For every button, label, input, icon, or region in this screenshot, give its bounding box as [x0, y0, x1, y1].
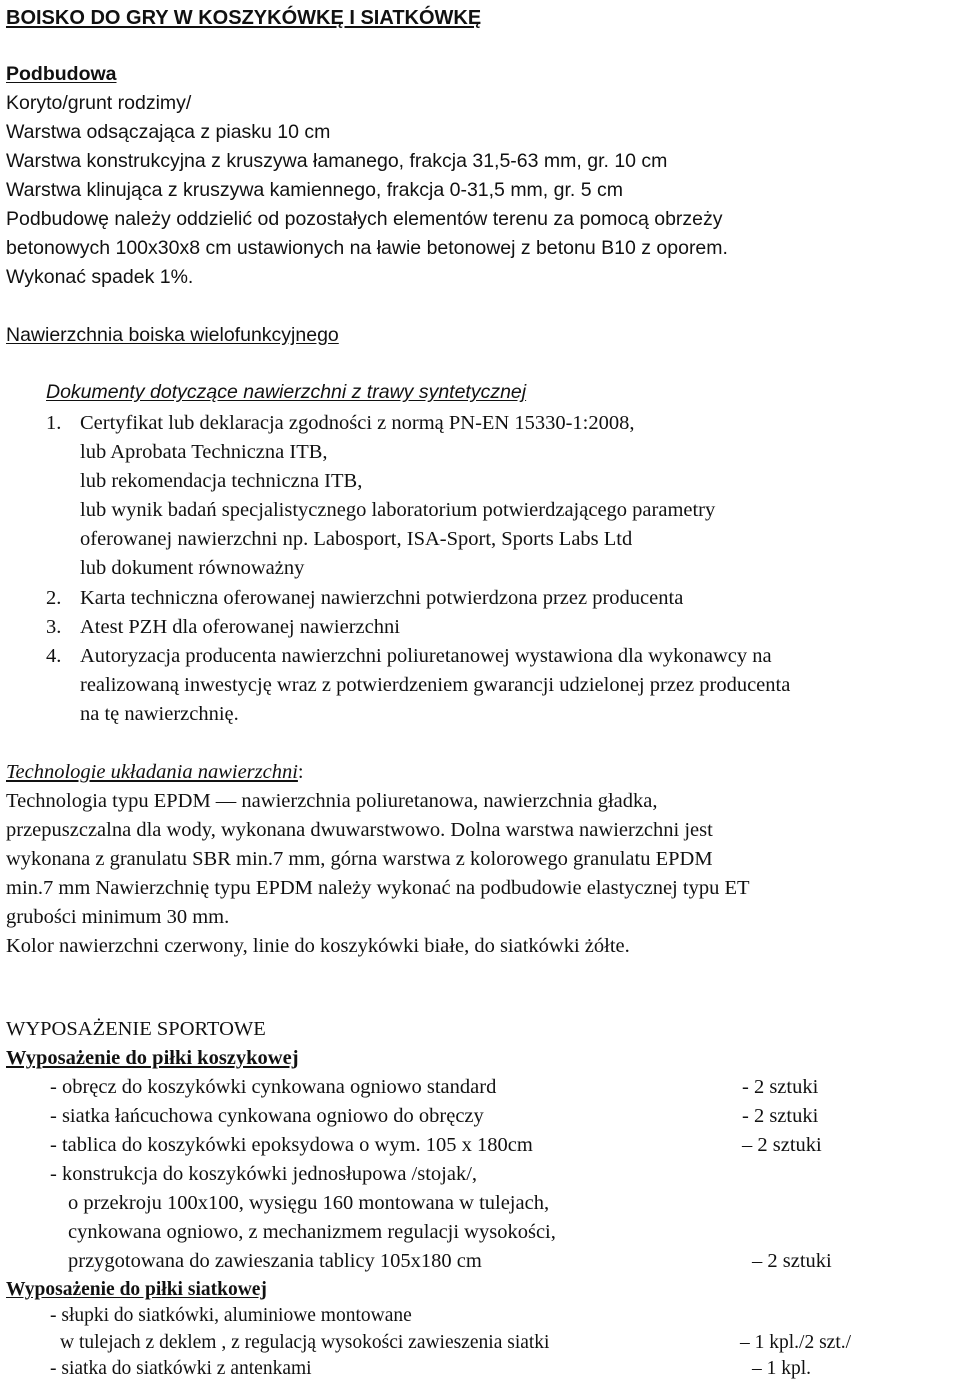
list-item-line: Atest PZH dla oferowanej nawierzchni [80, 616, 400, 638]
technology-line: min.7 mm Nawierzchnię typu EPDM należy wykonać na podbudowie elastycznej typu ET [6, 877, 750, 899]
list-item-line: Autoryzacja producenta nawierzchni poliuretanowej wystawiona dla wykonawcy na [80, 645, 772, 667]
podbudowa-line: Podbudowę należy oddzielić od pozostałych elementów terenu za pomocą obrzeży [6, 208, 723, 230]
list-number: 4. [46, 645, 62, 667]
docs-subheading: Dokumenty dotyczące nawierzchni z trawy syntetycznej [46, 381, 527, 403]
section-heading-podbudowa: Podbudowa [6, 63, 117, 85]
equipment-item: - obręcz do koszykówki cynkowana ogniowo standard [50, 1076, 497, 1098]
technology-line: przepuszczalna dla wody, wykonana dwuwarstwowo. Dolna warstwa nawierzchni jest [6, 819, 713, 841]
technology-line: Kolor nawierzchni czerwony, linie do koszykówki białe, do siatkówki żółte. [6, 935, 630, 957]
equipment-item: - słupki do siatkówki, aluminiowe montowane [50, 1305, 412, 1326]
volleyball-equipment-heading: Wyposażenie do piłki siatkowej [6, 1279, 267, 1300]
podbudowa-line: Warstwa klinująca z kruszywa kamiennego, frakcja 0-31,5 mm, gr. 5 cm [6, 179, 623, 201]
document-title: BOISKO DO GRY W KOSZYKÓWKĘ I SIATKÓWKĘ [6, 7, 482, 29]
equipment-item: - siatka łańcuchowa cynkowana ogniowo do obręczy [50, 1105, 484, 1127]
equipment-quantity: – 1 kpl./2 szt./ [740, 1332, 852, 1353]
equipment-item-continued: w tulejach z deklem , z regulacją wysokości zawieszenia siatki [60, 1332, 550, 1353]
equipment-quantity: – 2 sztuki [752, 1250, 832, 1272]
equipment-quantity: - 2 sztuki [742, 1105, 819, 1127]
list-item-line: lub Aprobata Techniczna ITB, [80, 441, 328, 463]
technology-line: Technologia typu EPDM — nawierzchnia poliuretanowa, nawierzchnia gładka, [6, 790, 658, 812]
list-item-line: realizowaną inwestycję wraz z potwierdzeniem gwarancji udzielonej przez producenta [80, 674, 791, 696]
basketball-equipment-heading: Wyposażenie do piłki koszykowej [6, 1047, 299, 1069]
podbudowa-line: Koryto/grunt rodzimy/ [6, 92, 192, 114]
list-item-line: oferowanej nawierzchni np. Labosport, ISA-Sport, Sports Labs Ltd [80, 528, 633, 550]
equipment-item-continued: o przekroju 100x100, wysięgu 160 montowana w tulejach, [68, 1192, 550, 1214]
equipment-quantity: – 1 kpl. [752, 1358, 812, 1379]
equipment-item-continued: przygotowana do zawieszania tablicy 105x180 cm [68, 1250, 482, 1272]
list-number: 1. [46, 412, 62, 434]
section-heading-nawierzchnia: Nawierzchnia boiska wielofunkcyjnego [6, 324, 339, 346]
equipment-quantity: – 2 sztuki [742, 1134, 822, 1156]
technology-heading-colon: : [297, 761, 304, 783]
list-item-line: lub wynik badań specjalistycznego laboratorium potwierdzającego parametry [80, 499, 716, 521]
technology-heading: Technologie układania nawierzchni [6, 761, 298, 783]
podbudowa-line: betonowych 100x30x8 cm ustawionych na ławie betonowej z betonu B10 z oporem. [6, 237, 728, 259]
list-item-line: lub rekomendacja techniczna ITB, [80, 470, 363, 492]
podbudowa-line: Warstwa konstrukcyjna z kruszywa łamanego, frakcja 31,5-63 mm, gr. 10 cm [6, 150, 668, 172]
list-number: 3. [46, 616, 62, 638]
equipment-quantity: - 2 sztuki [742, 1076, 819, 1098]
equipment-heading: WYPOSAŻENIE SPORTOWE [6, 1018, 266, 1040]
list-item-line: Certyfikat lub deklaracja zgodności z normą PN-EN 15330-1:2008, [80, 412, 635, 434]
list-item-line: Karta techniczna oferowanej nawierzchni potwierdzona przez producenta [80, 587, 684, 609]
technology-line: wykonana z granulatu SBR min.7 mm, górna warstwa z kolorowego granulatu EPDM [6, 848, 713, 870]
technology-line: grubości minimum 30 mm. [6, 906, 230, 928]
equipment-item: - konstrukcja do koszykówki jednosłupowa /stojak/, [50, 1163, 478, 1185]
list-number: 2. [46, 587, 62, 609]
podbudowa-line: Wykonać spadek 1%. [6, 266, 194, 288]
list-item-line: na tę nawierzchnię. [80, 703, 239, 725]
technology-heading-line [6, 762, 304, 783]
equipment-item: - tablica do koszykówki epoksydowa o wym. 105 x 180cm [50, 1134, 533, 1156]
equipment-item-continued: cynkowana ogniowo, z mechanizmem regulacji wysokości, [68, 1221, 556, 1243]
equipment-item: - siatka do siatkówki z antenkami [50, 1358, 312, 1379]
list-item-line: lub dokument równoważny [80, 557, 305, 579]
podbudowa-line: Warstwa odsączająca z piasku 10 cm [6, 121, 331, 143]
